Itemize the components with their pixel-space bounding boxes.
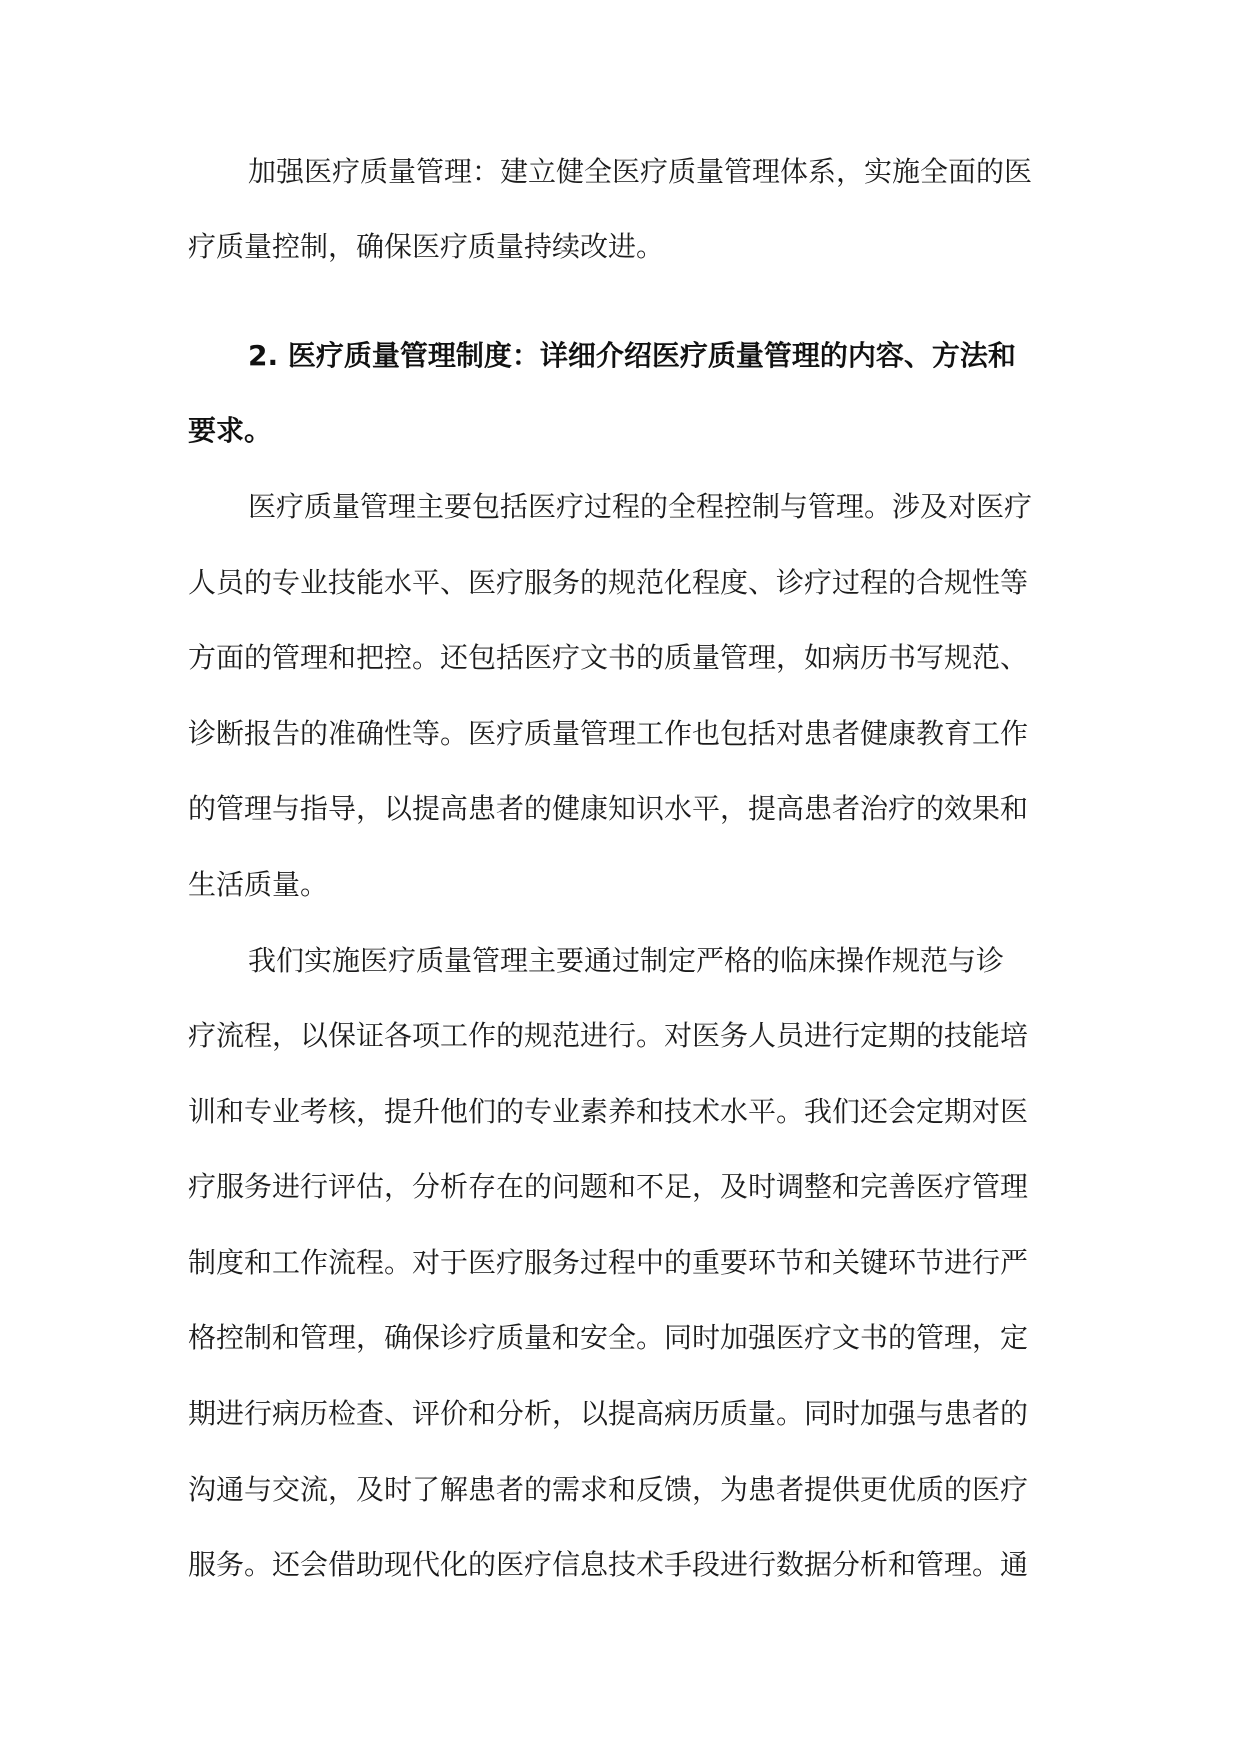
paragraph-1-line-2: 疗质量控制，确保医疗质量持续改进。 bbox=[188, 230, 665, 263]
paragraph-3-line-2: 疗流程，以保证各项工作的规范进行。对医务人员进行定期的技能培 bbox=[188, 1019, 1029, 1052]
paragraph-3-line-5: 制度和工作流程。对于医疗服务过程中的重要环节和关键环节进行严 bbox=[188, 1246, 1029, 1279]
section-heading-line-2: 要求。 bbox=[188, 414, 273, 447]
paragraph-3-line-9: 服务。还会借助现代化的医疗信息技术手段进行数据分析和管理。通 bbox=[188, 1548, 1029, 1581]
paragraph-3-line-3: 训和专业考核，提升他们的专业素养和技术水平。我们还会定期对医 bbox=[188, 1095, 1029, 1128]
paragraph-3-line-1: 我们实施医疗质量管理主要通过制定严格的临床操作规范与诊 bbox=[248, 944, 1005, 977]
paragraph-2-line-4: 诊断报告的准确性等。医疗质量管理工作也包括对患者健康教育工作 bbox=[188, 717, 1029, 750]
paragraph-2-line-2: 人员的专业技能水平、医疗服务的规范化程度、诊疗过程的合规性等 bbox=[188, 566, 1029, 599]
paragraph-3-line-8: 沟通与交流，及时了解患者的需求和反馈，为患者提供更优质的医疗 bbox=[188, 1473, 1029, 1506]
section-heading-line-1: 2. 医疗质量管理制度：详细介绍医疗质量管理的内容、方法和 bbox=[248, 339, 1016, 372]
paragraph-2-line-6: 生活质量。 bbox=[188, 868, 329, 901]
paragraph-3-line-4: 疗服务进行评估，分析存在的问题和不足，及时调整和完善医疗管理 bbox=[188, 1170, 1029, 1203]
paragraph-2-line-5: 的管理与指导，以提高患者的健康知识水平，提高患者治疗的效果和 bbox=[188, 792, 1029, 825]
paragraph-1-line-1: 加强医疗质量管理：建立健全医疗质量管理体系，实施全面的医 bbox=[248, 155, 1033, 188]
paragraph-2-line-3: 方面的管理和把控。还包括医疗文书的质量管理，如病历书写规范、 bbox=[188, 641, 1029, 674]
paragraph-2-line-1: 医疗质量管理主要包括医疗过程的全程控制与管理。涉及对医疗 bbox=[248, 490, 1033, 523]
paragraph-3-line-7: 期进行病历检查、评价和分析，以提高病历质量。同时加强与患者的 bbox=[188, 1397, 1029, 1430]
paragraph-3-line-6: 格控制和管理，确保诊疗质量和安全。同时加强医疗文书的管理，定 bbox=[188, 1321, 1029, 1354]
